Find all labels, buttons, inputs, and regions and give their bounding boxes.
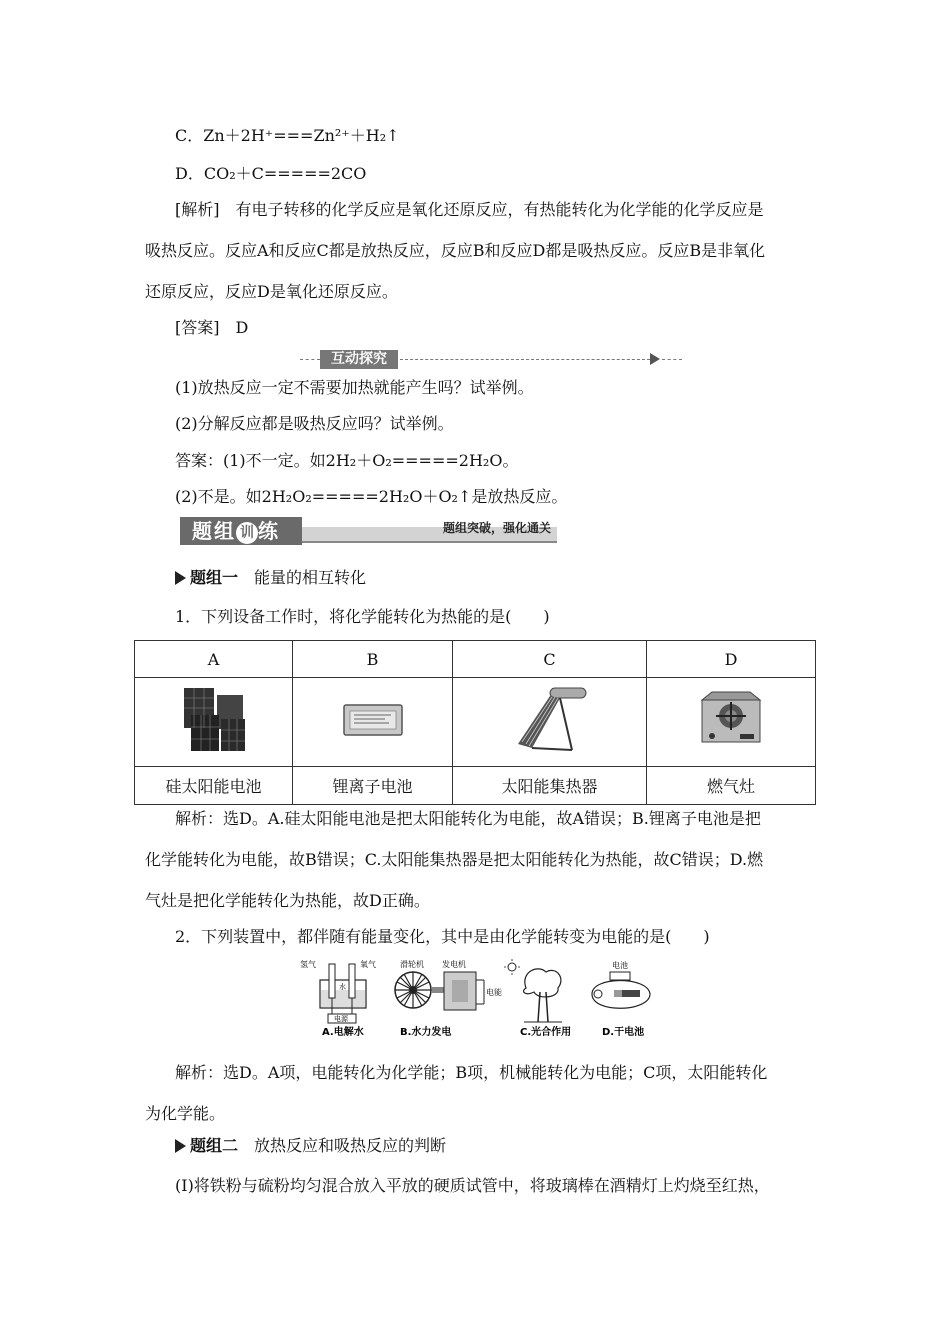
practice-title-circle: 训: [236, 522, 258, 544]
group-1-title: 能量的相互转化: [254, 568, 367, 587]
q1-analysis-line-2: 化学能转化为电能，故B错误；C.太阳能集热器是把太阳能转化为热能，故C错误；D.燃: [145, 850, 764, 869]
label-solar-collector: 太阳能集热器: [453, 767, 647, 805]
lithium-battery-icon: [341, 700, 405, 740]
q2-analysis-line-1: 解析：选D。A项，电能转化为化学能；B项，机械能转化为电能；C项，太阳能转化: [175, 1063, 768, 1082]
explore-answer-2: (2)不是。如2H₂O₂=====2H₂O＋O₂↑是放热反应。: [175, 487, 568, 506]
gas-stove-icon: [698, 690, 764, 750]
photosynthesis-diagram: [504, 959, 571, 1038]
gas-stove-image: [647, 678, 816, 767]
dry-battery-diagram: [592, 960, 650, 1038]
electrolysis-diagram: [300, 959, 376, 1038]
group-1-label: 题组一: [190, 568, 239, 587]
b-energy: 电能: [486, 988, 502, 997]
option-c: C．Zn＋2H⁺===Zn²⁺＋H₂↑: [175, 126, 400, 145]
practice-title: [180, 517, 302, 545]
group-2-title: 放热反应和吸热反应的判断: [254, 1136, 447, 1155]
triangle-icon: [175, 571, 186, 585]
a-water: 水: [339, 983, 346, 991]
triangle-icon: [175, 1139, 186, 1153]
solar-panel-image: [135, 678, 293, 767]
table-header-b: B: [293, 641, 453, 678]
q1-analysis-line-1: 解析：选D。A.硅太阳能电池是把太阳能转化为电能，故A错误；B.锂离子电池是把: [175, 809, 761, 828]
lithium-battery-image: [293, 678, 453, 767]
solar-collector-image: [453, 678, 647, 767]
explore-question-2: (2)分解反应都是吸热反应吗？试举例。: [175, 414, 454, 433]
label-lithium-battery: 锂离子电池: [293, 767, 453, 805]
practice-title-a: 题组: [192, 519, 236, 543]
analysis-line-3: 还原反应，反应D是氧化还原反应。: [145, 282, 398, 301]
practice-slogan: 题组突破，强化通关: [442, 521, 551, 535]
solar-panel-icon: [179, 685, 249, 755]
hydropower-diagram: [395, 959, 502, 1038]
table-header-d: D: [647, 641, 816, 678]
practice-title-b: 练: [258, 519, 280, 543]
analysis-line-1: [解析] 有电子转移的化学反应是氧化还原反应，有热能转化为化学能的化学反应是: [175, 200, 764, 219]
answer-line: [答案] D: [175, 318, 249, 337]
table-header-a: A: [135, 641, 293, 678]
caption-d: D.干电池: [602, 1027, 645, 1038]
b-wheel: 滑轮机: [400, 960, 424, 969]
q2-analysis-line-2: 为化学能。: [145, 1104, 226, 1123]
group-2-heading: [175, 1136, 446, 1156]
caption-c: C.光合作用: [520, 1027, 572, 1038]
q1-analysis-line-3: 气灶是把化学能转化为热能，故D正确。: [145, 891, 430, 910]
explore-question-1: (1)放热反应一定不需要加热就能产生吗？试举例。: [175, 378, 534, 397]
arrow-right-icon: [650, 353, 660, 365]
a-source: 电源: [334, 1015, 348, 1023]
explore-tag: 互动探究: [320, 350, 398, 369]
group-2-label: 题组二: [190, 1136, 239, 1155]
label-gas-stove: 燃气灶: [647, 767, 816, 805]
analysis-line-2: 吸热反应。反应A和反应C都是放热反应，反应B和反应D都是吸热反应。反应B是非氧化: [145, 241, 766, 260]
practice-banner: [180, 517, 557, 545]
caption-a: A.电解水: [322, 1027, 364, 1038]
caption-b: B.水力发电: [400, 1027, 452, 1038]
b-generator: 发电机: [442, 960, 466, 969]
a-gas-2: 氧气: [360, 960, 376, 969]
device-table: [134, 640, 816, 805]
a-gas-1: 氢气: [300, 960, 316, 969]
table-header-c: C: [453, 641, 647, 678]
energy-devices-figure: [298, 958, 664, 1038]
group-2-line-1: (Ⅰ)将铁粉与硫粉均匀混合放入平放的硬质试管中，将玻璃棒在酒精灯上灼烧至红热，: [175, 1176, 770, 1195]
label-solar-cell: 硅太阳能电池: [135, 767, 293, 805]
interactive-exploration-banner: [300, 350, 685, 370]
group-1-heading: [175, 568, 366, 588]
option-d: D．CO₂＋C=====2CO: [175, 164, 367, 183]
question-2: 2．下列装置中，都伴随有能量变化，其中是由化学能转变为电能的是( ): [175, 927, 710, 946]
question-1: 1．下列设备工作时，将化学能转化为热能的是( ): [175, 607, 550, 626]
solar-collector-icon: [510, 684, 590, 756]
explore-answer-1: 答案：(1)不一定。如2H₂＋O₂=====2H₂O。: [175, 451, 519, 470]
d-battery: 电池: [612, 961, 628, 970]
